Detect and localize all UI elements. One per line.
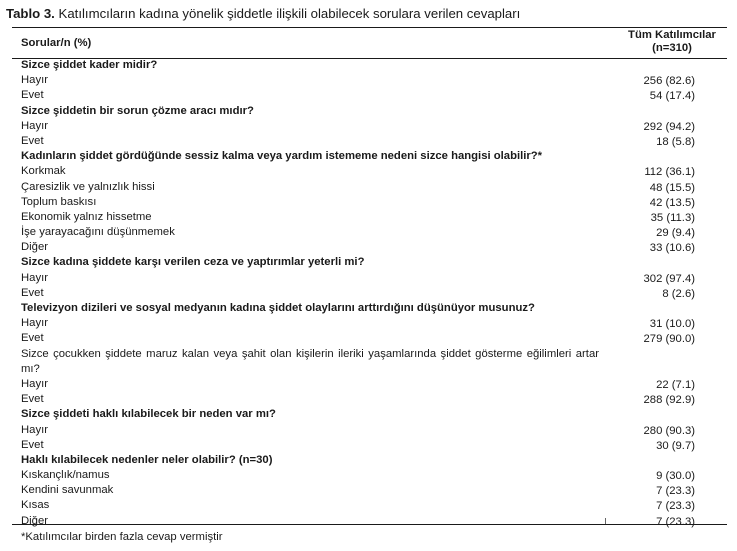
question-label: Sizce şiddetin bir sorun çözme aracı mıdır? (21, 104, 254, 117)
answer-label: Hayır (21, 423, 48, 436)
table-row-answer (0, 271, 737, 286)
answer-value: 7 (23.3) (656, 500, 695, 513)
table-row-question (0, 149, 737, 164)
table-row-answer (0, 316, 737, 331)
table-row-question (0, 301, 737, 316)
table-row-answer (0, 73, 737, 88)
answer-label: Korkmak (21, 165, 66, 178)
answer-value: 54 (17.4) (649, 90, 695, 103)
table-bottom-rule (12, 524, 727, 525)
table-row-question (0, 407, 737, 422)
answer-value: 279 (90.0) (643, 333, 695, 346)
table-caption (6, 6, 520, 22)
answer-value: 29 (9.4) (656, 227, 695, 240)
table-row-question (0, 58, 737, 73)
question-label: Kadınların şiddet gördüğünde sessiz kalma veya yardım istememe nedeni sizce hangisi olabilir?* (21, 150, 543, 163)
answer-label: Çaresizlik ve yalnızlık hissi (21, 180, 155, 193)
answer-value: 35 (11.3) (650, 211, 695, 224)
answer-label: Evet (21, 332, 44, 345)
question-label: Sizce çocukken şiddete maruz kalan veya şahit olan kişilerin ileriki yaşamlarında şiddet gösterme eğilimleri artar mı? (21, 347, 599, 375)
table-row-answer (0, 498, 737, 513)
table-row-answer (0, 377, 737, 392)
table-row-question (0, 104, 737, 119)
table-row-answer (0, 180, 737, 195)
answer-value: 7 (23.3) (656, 515, 695, 528)
table-row-answer (0, 195, 737, 210)
column-header-all-participants (604, 29, 737, 55)
question-label: Televizyon dizileri ve sosyal medyanın kadına şiddet olaylarını arttırdığını düşünüyor musunuz? (21, 302, 535, 314)
answer-label: Evet (21, 286, 44, 299)
answer-label: Diğer (21, 514, 48, 527)
question-label: Haklı kılabilecek nedenler neler olabilir? (n=30) (21, 453, 273, 466)
table-row-answer (0, 438, 737, 453)
answer-value: 22 (7.1) (656, 378, 695, 391)
answer-value: 288 (92.9) (643, 394, 695, 407)
answer-value: 30 (9.7) (656, 439, 695, 452)
answer-value: 280 (90.3) (643, 424, 695, 437)
answer-label: Hayır (21, 271, 48, 284)
answer-label: Ekonomik yalnız hissetme (21, 210, 152, 223)
table-row-answer (0, 468, 737, 483)
answer-label: Hayır (21, 74, 48, 87)
answer-value: 8 (2.6) (662, 287, 695, 300)
table-row-question (0, 347, 737, 377)
answer-label: Hayır (21, 119, 48, 132)
column-header-all-participants-n: (n=310) (652, 42, 692, 54)
column-header-all-participants-title: Tüm Katılımcılar (628, 29, 716, 41)
table-row-answer (0, 225, 737, 240)
answer-label: Evet (21, 134, 44, 147)
table-caption-label: Tablo 3. (6, 6, 55, 21)
answer-label: Diğer (21, 241, 48, 254)
table-row-answer (0, 88, 737, 103)
answer-label: Evet (21, 393, 44, 406)
table-row-answer (0, 210, 737, 225)
table-row-answer (0, 514, 737, 529)
question-label: Sizce kadına şiddete karşı verilen ceza ve yaptırımlar yeterli mi? (21, 256, 365, 269)
table-body (0, 58, 737, 529)
answer-label: Kısas (21, 499, 50, 512)
answer-label: Kendini savunmak (21, 484, 114, 497)
question-label: Sizce şiddeti haklı kılabilecek bir neden var mı? (21, 408, 276, 421)
table-footnote: *Katılımcılar birden fazla cevap vermiştir (21, 531, 223, 543)
table-row-answer (0, 483, 737, 498)
table-row-answer (0, 392, 737, 407)
table-row-answer (0, 164, 737, 179)
answer-label: Hayır (21, 317, 48, 330)
answer-value: 18 (5.8) (656, 135, 695, 148)
answer-value: 48 (15.5) (649, 181, 695, 194)
table-row-answer (0, 119, 737, 134)
table-row-answer (0, 423, 737, 438)
answer-value: 31 (10.0) (649, 318, 695, 331)
answer-label: Hayır (21, 377, 48, 390)
answer-label: Evet (21, 438, 44, 451)
answer-value: 256 (82.6) (643, 75, 695, 88)
table-row-question (0, 255, 737, 270)
question-label: Sizce şiddet kader midir? (21, 59, 158, 71)
table-row-answer (0, 331, 737, 346)
table-row-question (0, 453, 737, 468)
answer-value: 292 (94.2) (643, 120, 695, 133)
answer-value: 112 (36.1) (644, 166, 695, 179)
table-row-answer (0, 240, 737, 255)
answer-label: İşe yarayacağını düşünmemek (21, 226, 175, 239)
answer-value: 302 (97.4) (643, 272, 695, 285)
column-header-questions: Sorular/n (%) (21, 37, 92, 49)
table-header (0, 28, 737, 58)
answer-label: Evet (21, 89, 44, 102)
answer-value: 7 (23.3) (656, 485, 695, 498)
answer-label: Toplum baskısı (21, 195, 97, 208)
answer-value: 33 (10.6) (649, 242, 695, 255)
table-caption-text: Katılımcıların kadına yönelik şiddetle ilişkili olabilecek sorulara verilen cevapları (58, 6, 521, 21)
answer-label: Kıskançlık/namus (21, 469, 110, 482)
table-row-answer (0, 134, 737, 149)
answer-value: 9 (30.0) (656, 470, 695, 483)
answer-value: 42 (13.5) (649, 196, 695, 209)
table-row-answer (0, 286, 737, 301)
